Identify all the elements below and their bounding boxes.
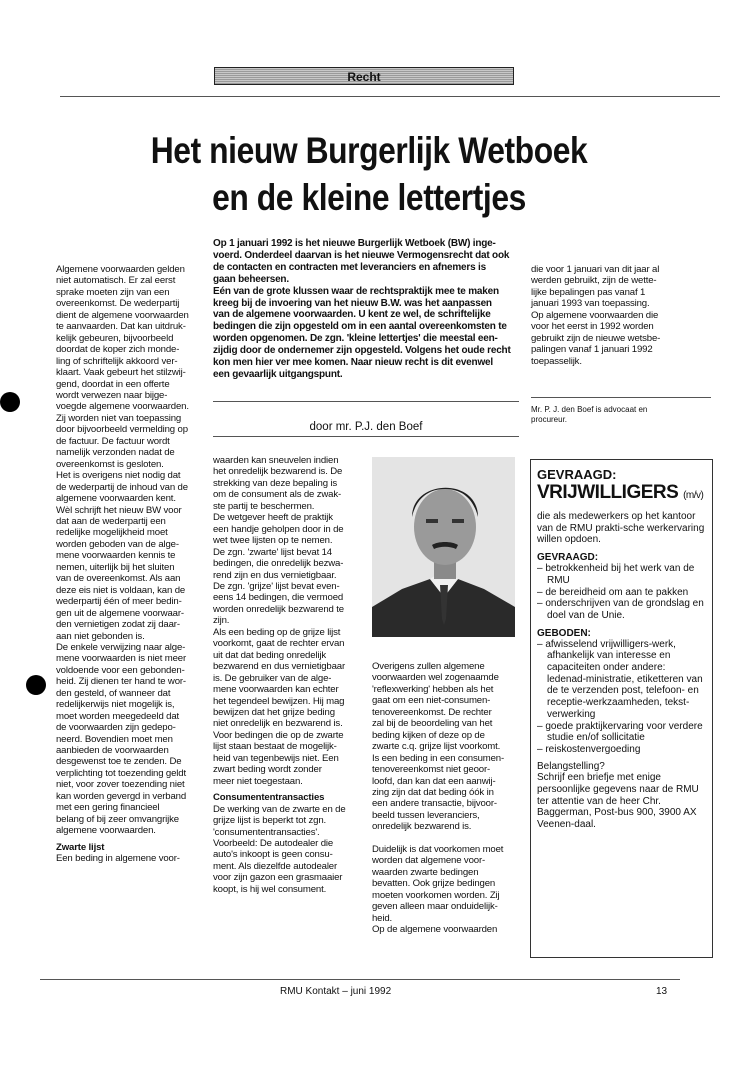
footer-rule: [40, 979, 680, 980]
body-line: Duidelijk is dat voorkomen moet: [372, 843, 504, 855]
body-line: neerd. Bovendien moet men: [56, 733, 173, 745]
body-line: lijst staan bestaat de mogelijk-: [213, 741, 337, 753]
body-line: waarden zwarte bedingen: [372, 866, 479, 878]
body-line: voorwaarden wel zogenaamde: [372, 672, 499, 684]
body-line: verplichting tot toezending geldt: [56, 767, 186, 779]
intro-line: zijdig door de ondernemer zijn opgesteld. Volgens het oude recht: [213, 345, 511, 357]
body-line: ling of schriftelijk akkoord ver-: [56, 355, 178, 367]
body-line: dat aan de wederpartij een: [56, 515, 166, 527]
body-line: auto's inkoopt is geen consu-: [213, 849, 333, 861]
body-line: desgewenst toe te zenden. De: [56, 756, 182, 768]
body-line: redelijke mogelijkheid moet: [56, 527, 168, 539]
intro-line: kreeg bij de invoering van het nieuw B.W. was het aanpassen: [213, 297, 492, 309]
body-line: strekking van deze bepaling is: [213, 477, 338, 489]
body-line: loofd, dan kan dat een aanwij-: [372, 775, 496, 787]
body-line: Het is overigens niet nodig dat: [56, 470, 181, 482]
body-line: aanbieden de voorwaarden: [56, 745, 169, 757]
body-line: januari 1993 van toepassing.: [531, 298, 650, 310]
body-line: werden gebruikt, zijn de wette-: [531, 275, 657, 287]
body-line: niet automatisch. Er zal eerst: [56, 275, 176, 287]
body-line: voldoende voor een gebonden-: [56, 664, 185, 676]
body-line: worden dat algemene voor-: [372, 855, 486, 867]
body-line: voorkomt, gaat de rechter ervan: [213, 638, 345, 650]
body-line: tenovereenkomst niet geoor-: [372, 764, 491, 776]
body-line: gebruikt zijn de nieuwe wetsbe-: [531, 332, 661, 344]
body-line: beding kijken of deze op de: [372, 729, 485, 741]
ad-list-item: – de bereidheid om aan te pakken: [537, 587, 706, 599]
body-line: De zgn. 'grijze' lijst bevat even-: [213, 580, 340, 592]
column-3: [372, 661, 522, 935]
body-line: gen uit de algemene voorwaar-: [56, 607, 184, 619]
body-line: ste partij te beschermen.: [213, 500, 315, 512]
body-line: palingen vanaf 1 januari 1992: [531, 344, 653, 356]
body-line: overeenkomst is gesloten.: [56, 458, 164, 470]
body-line: redelijkerwijs niet mogelijk is,: [56, 699, 175, 711]
body-line: heid. Zij dienen ter hand te wor-: [56, 676, 186, 688]
body-line: kan worden gevergd in verband: [56, 790, 187, 802]
intro-line: Eén van de grote klussen waar de rechtspraktijk mee te maken: [213, 285, 499, 297]
body-line: onredelijk bezwarend is.: [372, 821, 472, 833]
body-line: dient de algemene voorwaarden: [56, 309, 189, 321]
body-line: moeten voorkomen worden. Zij: [372, 889, 500, 901]
body-line: tenovereenkomst. De rechter: [372, 706, 492, 718]
body-line: De enkele verwijzing naar alge-: [56, 641, 186, 653]
body-line: De zgn. 'zwarte' lijst bevat 14: [213, 546, 332, 558]
body-line: Voor bedingen die op de zwarte: [213, 729, 344, 741]
body-line: mene voorwaarden kennis te: [56, 550, 176, 562]
ad-list-geboden: [537, 639, 706, 756]
body-line: bevatten. Ook grijze bedingen: [372, 878, 496, 890]
ad-closing-question: Belangstelling?: [537, 760, 605, 772]
body-line: De werking van de zwarte en de: [213, 803, 346, 815]
body-line: wet twee lijsten op te nemen.: [213, 535, 333, 547]
byline-rule-bottom: [213, 436, 519, 437]
intro-line: kon men hier ver mee komen. Naar nieuw recht is dit evenwel: [213, 357, 493, 369]
subheading-consumententransacties: Consumententransacties: [213, 792, 325, 804]
body-line: algemene voorwaarden.: [56, 825, 156, 837]
body-line: 'reflexwerking' hebben als het: [372, 683, 494, 695]
ad-list-item: – afwisselend vrijwilligers-werk, afhankelijk van interesse en capaciteiten onder andere: ledenad-ministratie, etiketteren van de te verzenden post, telefoon- en receptie-werkzaamheden, tekst-verwerking: [537, 639, 706, 721]
body-line: doordat de koper zich monde-: [56, 344, 180, 356]
body-line: beeld tussen leveranciers,: [372, 809, 480, 821]
body-line: wordt verwezen naar bijge-: [56, 389, 168, 401]
body-line: Op de algemene voorwaarden: [372, 923, 498, 935]
intro-line: bedingen die zijn opgesteld om in een aantal overeenkomsten te: [213, 321, 507, 333]
subheading-zwarte-lijst: Zwarte lijst: [56, 841, 105, 853]
body-line: Wèl schrijft het nieuw BW voor: [56, 504, 182, 516]
intro-line: een gevaarlijk uitgangspunt.: [213, 368, 343, 380]
body-line: van de overeenkomst. Als aan: [56, 573, 181, 585]
body-line: geven alleen maar onduidelijk-: [372, 901, 498, 913]
body-line: algemene voorwaarden kent.: [56, 493, 176, 505]
body-line: de voorwaarden zijn gedepo-: [56, 722, 176, 734]
column-1: [56, 264, 206, 865]
body-line: de wederpartij de inhoud van de: [56, 481, 188, 493]
body-line: voor het eerst in 1992 worden: [531, 321, 654, 333]
page-number: 13: [656, 986, 668, 997]
body-line: bewijzen dat het grijze beding: [213, 706, 335, 718]
body-line: voegde algemene voorwaarden.: [56, 401, 189, 413]
body-line: klaart. Vaak gebeurt het stilzwij-: [56, 367, 186, 379]
body-line: zijn.: [213, 615, 230, 627]
footer-publication: RMU Kontakt – juni 1992: [280, 986, 392, 997]
body-line: De wetgever heeft de praktijk: [213, 512, 333, 524]
ad-list-item: – onderschrijven van de grondslag en doel van de Unie.: [537, 598, 706, 621]
body-line: voor zijn gazon een grasmaaier: [213, 872, 343, 884]
body-line: den vernietigen zodat zij daar-: [56, 619, 180, 631]
body-line: bedingen, die onredelijk bezwa-: [213, 558, 344, 570]
body-line: rend zijn en dus vernietigbaar.: [213, 569, 337, 581]
body-line: worden onredelijk bezwarend te: [213, 603, 344, 615]
ad-label-geboden: GEBODEN:: [537, 627, 591, 639]
body-line: Voorbeeld: De autodealer die: [213, 837, 334, 849]
body-line: zing zijn dat dat beding óók in: [372, 786, 494, 798]
author-note: Mr. P. J. den Boef is advocaat en procureur.: [531, 405, 648, 424]
body-line: is. De gebruiker van de alge-: [213, 672, 332, 684]
author-portrait: [372, 457, 515, 637]
body-line: Op algemene voorwaarden die: [531, 309, 659, 321]
intro-line: gaan beheersen.: [213, 273, 289, 285]
body-line: eens 14 bedingen, die vermoed: [213, 592, 344, 604]
intro-lead: [213, 238, 533, 381]
body-line: overeenkomst. De wederpartij: [56, 298, 180, 310]
ad-label-gevraagd: GEVRAAGD:: [537, 552, 599, 564]
body-line: de factuur. De factuur wordt: [56, 435, 170, 447]
body-line: waarden kan sneuvelen indien: [213, 455, 339, 466]
ad-list-gevraagd: [537, 563, 706, 622]
body-line: aan niet gebonden is.: [56, 630, 145, 642]
body-line: Als een beding op de grijze lijst: [213, 626, 341, 638]
body-line: toepasselijk.: [531, 355, 582, 367]
margin-bullet: [0, 392, 20, 412]
column-2: [213, 455, 363, 895]
headline-line-1: Het nieuw Burgerlijk Wetboek: [150, 130, 588, 171]
body-line: heid van tegenbewijs niet. Een: [213, 752, 339, 764]
body-line: wederpartij één of meer bedin-: [56, 596, 182, 608]
body-line: lijke bepalingen pas vanaf 1: [531, 286, 646, 298]
column-1-tail: Een beding in algemene voor-: [56, 853, 180, 865]
author-note-rule: [531, 397, 711, 398]
body-line: het onredelijk bezwarend is. De: [213, 466, 343, 478]
intro-line: van de algemene voorwaarden. U kent ze wel, de schriftelijke: [213, 309, 491, 321]
body-line: nemen, uiterlijk bij het sluiten: [56, 561, 175, 573]
byline: door mr. P.J. den Boef: [309, 421, 423, 433]
body-line: koopt, is hij wel consument.: [213, 883, 327, 895]
ad-heading-gevraagd: GEVRAAGD:: [537, 467, 617, 482]
body-line: door bijvoorbeeld vermelding op: [56, 424, 188, 436]
body-line: een andere transactie, bijvoor-: [372, 798, 497, 810]
body-line: met een gering financieel: [56, 802, 160, 814]
headline-line-2: en de kleine lettertjes: [212, 177, 526, 218]
body-line: belang of bij zeer omvangrijke: [56, 813, 179, 825]
body-line: Zij worden niet van toepassing: [56, 412, 182, 424]
margin-bullet: [26, 675, 46, 695]
volunteer-ad: [530, 459, 713, 958]
body-line: om de consument als de zwak-: [213, 489, 342, 501]
body-line: den gesteld, of wanneer dat: [56, 687, 171, 699]
ad-list-item: – reiskostenvergoeding: [537, 744, 706, 756]
ad-list-item: – betrokkenheid bij het werk van de RMU: [537, 563, 706, 586]
byline-rule-top: [213, 401, 519, 402]
body-line: deze eis niet is voldaan, kan de: [56, 584, 186, 596]
body-line: gaat om een niet-consumen-: [372, 695, 491, 707]
ad-list-item: – goede praktijkervaring voor verdere studie en/of sollicitatie: [537, 721, 706, 744]
ad-heading-vrijwilligers: VRIJWILLIGERS (m/v): [537, 482, 704, 503]
body-line: sprake moeten zijn van een: [56, 286, 170, 298]
ad-closing: Schrijf een briefje met enige persoonlijke gegevens naar de RMU ter attentie van de heer Chr. Baggerman, Post-bus 900, 3900 AX Veenen-daal.: [537, 772, 699, 831]
body-line: een handje geholpen door in de: [213, 523, 344, 535]
column-4: [531, 264, 716, 367]
intro-line: worden opgenomen. De zgn. 'kleine lettertjes' die meestal een-: [213, 333, 498, 345]
intro-line: de contacten en contracten met leveranciers en afnemers is: [213, 261, 486, 273]
header-rule: [60, 96, 720, 97]
body-line: mene voorwaarden kan echter: [213, 684, 339, 696]
body-line: namelijk verzonden nadat de: [56, 447, 175, 459]
body-line: niet, voor zover toezending niet: [56, 779, 185, 791]
body-line: gend, doordat in een offerte: [56, 378, 170, 390]
portrait-illustration: [372, 457, 515, 637]
section-label: Recht: [214, 67, 514, 85]
body-line: het tegendeel bewijzen. Hij mag: [213, 695, 345, 707]
body-line: Algemene voorwaarden gelden: [56, 264, 185, 275]
body-line: die voor 1 januari van dit jaar al: [531, 264, 660, 275]
body-line: worden geboden van de alge-: [56, 538, 179, 550]
body-line: zwarte c.q. grijze lijst voorkomt.: [372, 741, 501, 753]
intro-line: voerd. Onderdeel daarvan is het nieuwe Vermogensrecht dat ook: [213, 249, 510, 261]
body-line: Overigens zullen algemene: [372, 661, 485, 672]
body-line: 'consumententransacties'.: [213, 826, 320, 838]
body-line: te aanvaarden. Dat kan uitdruk-: [56, 321, 186, 333]
body-line: zal bij de beoordeling van het: [372, 718, 493, 730]
body-line: niet onredelijk en bezwarend is.: [213, 718, 343, 730]
body-line: mene voorwaarden is niet meer: [56, 653, 187, 665]
body-line: bezwarend en dus vernietigbaar: [213, 661, 346, 673]
body-line: Is een beding in een consumen-: [372, 752, 505, 764]
body-line: grijze lijst is beperkt tot zgn.: [213, 815, 327, 827]
body-line: kelijk gebeuren, bijvoorbeeld: [56, 332, 174, 344]
body-line: uit dat dat beding onredelijk: [213, 649, 326, 661]
ad-intro: die als medewerkers op het kantoor van de RMU prakti-sche werkervaring willen opdoen.: [537, 511, 705, 546]
body-line: meer niet toegestaan.: [213, 775, 303, 787]
body-line: heid.: [372, 912, 393, 924]
intro-line: Op 1 januari 1992 is het nieuwe Burgerlijk Wetboek (BW) inge-: [213, 238, 496, 249]
body-line: moet worden meegedeeld dat: [56, 710, 180, 722]
body-line: ment. Als diezelfde autodealer: [213, 860, 338, 872]
body-line: zwart beding wordt zonder: [213, 764, 322, 776]
